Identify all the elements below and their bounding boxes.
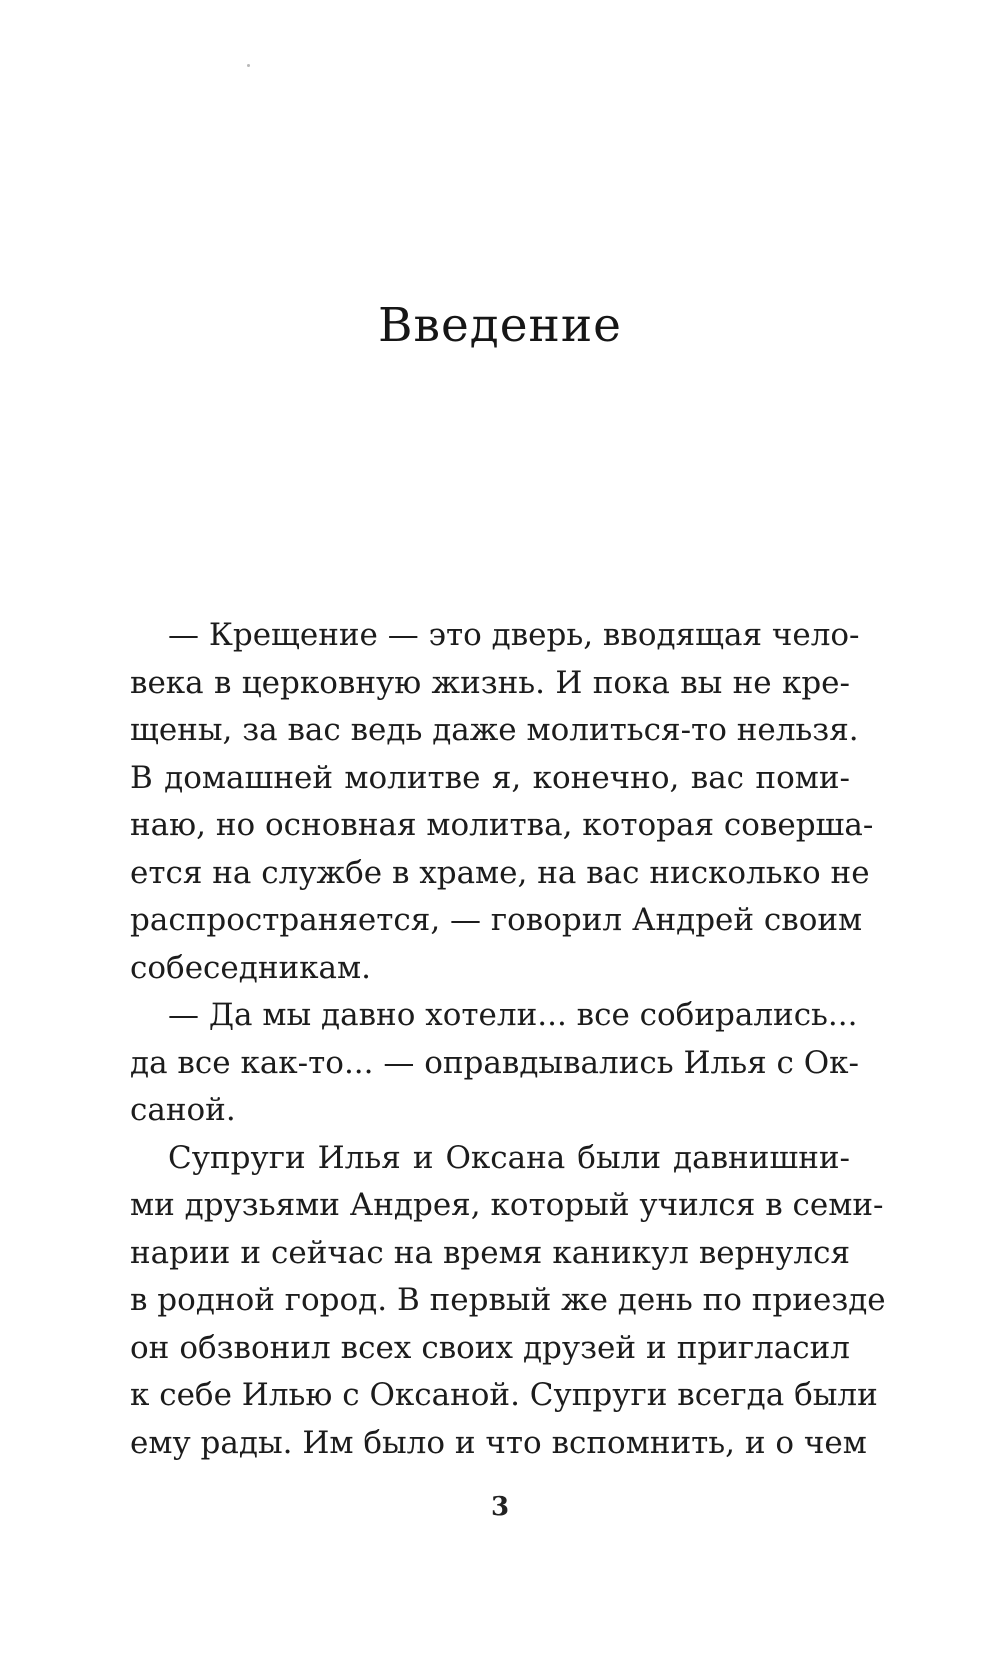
text-line: В домашней молитве я, конечно, вас поми- [130, 759, 850, 796]
text-line: — Крещение — это дверь, вводящая чело- [168, 617, 860, 653]
text-line: щены, за вас ведь даже молиться-то нельзя. [130, 712, 859, 748]
text-line: — Да мы давно хотели... все собирались... [168, 997, 858, 1033]
paragraph-2 [130, 992, 859, 1135]
text-line: ему рады. Им было и что вспомнить, и о чем [130, 1424, 867, 1461]
text-line: собеседникам. [130, 949, 371, 986]
chapter-title: Введение [377, 298, 623, 353]
scan-speck [247, 64, 250, 67]
text-line: к себе Илью с Оксаной. Супруги всегда были [130, 1377, 878, 1413]
page-number: 3 [490, 1492, 510, 1522]
text-line: Супруги Илья и Оксана были давнишни- [168, 1139, 850, 1176]
text-line: нарии и сейчас на время каникул вернулся [130, 1234, 850, 1271]
text-line: саной. [130, 1092, 236, 1128]
body-text [130, 612, 886, 1467]
paragraph-3 [130, 1135, 886, 1468]
text-line: в родной город. В первый же день по приезде [130, 1282, 886, 1318]
text-line: он обзвонил всех своих друзей и пригласил [130, 1329, 850, 1366]
text-line: ми друзьями Андрея, который учился в семи- [130, 1187, 884, 1223]
text-line: распространяется, — говорил Андрей своим [130, 902, 863, 938]
paragraph-1 [130, 612, 874, 992]
text-line: ется на службе в храме, на вас нисколько не [130, 854, 870, 891]
text-line: века в церковную жизнь. И пока вы не кре- [130, 664, 850, 701]
text-line: наю, но основная молитва, которая соверша- [130, 807, 874, 843]
text-line: да все как-то... — оправдывались Илья с Ок- [130, 1044, 859, 1081]
